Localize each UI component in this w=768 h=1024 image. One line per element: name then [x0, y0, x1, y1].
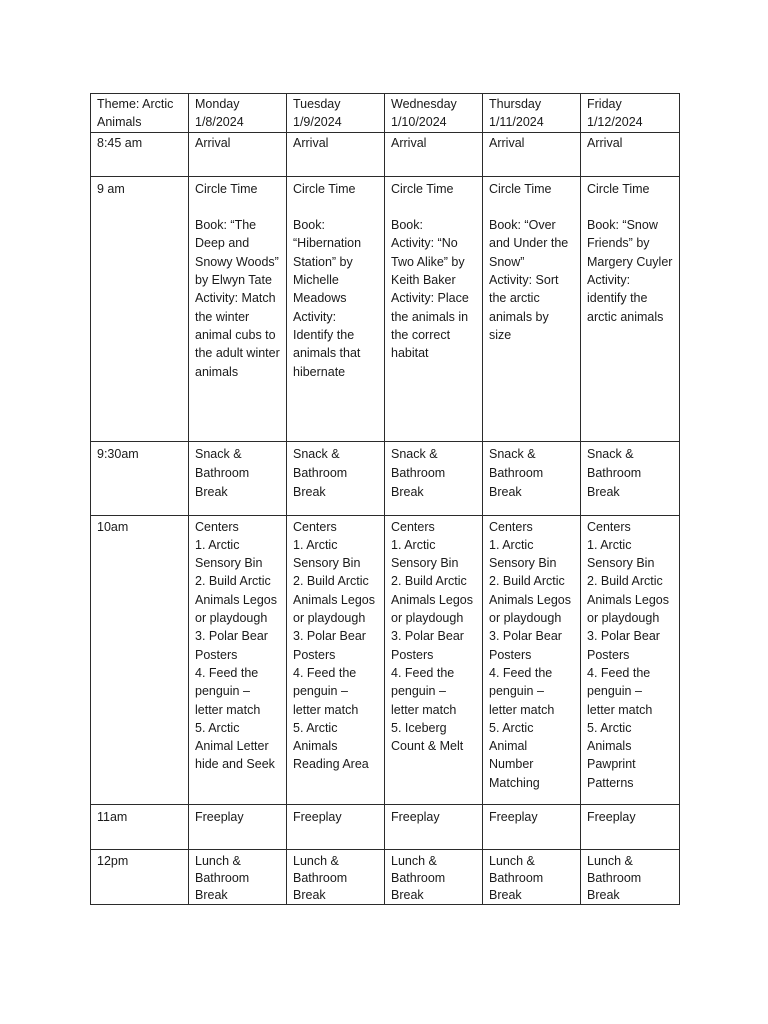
table-row: [91, 176, 680, 441]
activity-cell: Circle Time Book: “The Deep and Snowy Woods” by Elwyn Tate Activity: Match the winter animal cubs to the adult winter animals: [189, 176, 287, 441]
day-name: Tuesday: [293, 97, 341, 111]
activity-cell: Lunch & Bathroom Break: [189, 849, 287, 904]
day-date: 1/8/2024: [195, 115, 244, 130]
activity-cell: Lunch & Bathroom Break: [483, 849, 581, 904]
day-header-tuesday: [287, 94, 385, 133]
activity-cell: Snack & Bathroom Break: [287, 441, 385, 515]
activity-cell: Centers 1. Arctic Sensory Bin 2. Build Arctic Animals Legos or playdough 3. Polar Bear Posters 4. Feed the penguin – letter match 5. Arctic Animals Reading Area: [287, 515, 385, 804]
activity-cell: Snack & Bathroom Break: [483, 441, 581, 515]
activity-cell: Freeplay: [483, 804, 581, 849]
activity-cell: Arrival: [189, 132, 287, 176]
schedule-table: [90, 93, 680, 905]
day-date: 1/11/2024: [489, 115, 544, 130]
time-cell: 10am: [91, 515, 189, 804]
time-cell: 11am: [91, 804, 189, 849]
activity-cell: Lunch & Bathroom Break: [287, 849, 385, 904]
day-header-monday: [189, 94, 287, 133]
day-name: Thursday: [489, 97, 542, 111]
activity-cell: Arrival: [385, 132, 483, 176]
activity-cell: Circle Time Book: “Hibernation Station” by Michelle Meadows Activity: Identify the animals that hibernate: [287, 176, 385, 441]
activity-cell: Freeplay: [581, 804, 680, 849]
activity-cell: Centers 1. Arctic Sensory Bin 2. Build Arctic Animals Legos or playdough 3. Polar Bear Posters 4. Feed the penguin – letter match 5. Arctic Animal Number Matching: [483, 515, 581, 804]
header-row: [91, 94, 680, 133]
table-row: [91, 849, 680, 904]
activity-cell: Arrival: [483, 132, 581, 176]
activity-cell: Circle Time Book: Activity: “No Two Alike” by Keith Baker Activity: Place the animals in the correct habitat: [385, 176, 483, 441]
activity-cell: Freeplay: [189, 804, 287, 849]
table-row: [91, 132, 680, 176]
day-name: Wednesday: [391, 97, 457, 111]
day-date: 1/9/2024: [293, 115, 342, 130]
theme-cell: Theme: Arctic Animals: [91, 94, 189, 133]
activity-cell: Lunch & Bathroom Break: [581, 849, 680, 904]
activity-cell: Lunch & Bathroom Break: [385, 849, 483, 904]
table-row: [91, 804, 680, 849]
time-cell: 8:45 am: [91, 132, 189, 176]
day-name: Friday: [587, 97, 622, 111]
activity-cell: Circle Time Book: “Snow Friends” by Margery Cuyler Activity: identify the arctic animals: [581, 176, 680, 441]
day-header-wednesday: [385, 94, 483, 133]
day-name: Monday: [195, 97, 240, 111]
activity-cell: Arrival: [581, 132, 680, 176]
activity-cell: Freeplay: [385, 804, 483, 849]
time-cell: 12pm: [91, 849, 189, 904]
activity-cell: Snack & Bathroom Break: [581, 441, 680, 515]
table-row: [91, 515, 680, 804]
table-row: [91, 441, 680, 515]
activity-cell: Arrival: [287, 132, 385, 176]
activity-cell: Centers 1. Arctic Sensory Bin 2. Build Arctic Animals Legos or playdough 3. Polar Bear Posters 4. Feed the penguin – letter match 5. Arctic Animal Letter hide and Seek: [189, 515, 287, 804]
day-header-friday: [581, 94, 680, 133]
day-header-thursday: [483, 94, 581, 133]
activity-cell: Freeplay: [287, 804, 385, 849]
activity-cell: Snack & Bathroom Break: [189, 441, 287, 515]
activity-cell: Circle Time Book: “Over and Under the Snow” Activity: Sort the arctic animals by size: [483, 176, 581, 441]
time-cell: 9 am: [91, 176, 189, 441]
activity-cell: Centers 1. Arctic Sensory Bin 2. Build Arctic Animals Legos or playdough 3. Polar Bear Posters 4. Feed the penguin – letter match 5. Arctic Animals Pawprint Patterns: [581, 515, 680, 804]
activity-cell: Centers 1. Arctic Sensory Bin 2. Build Arctic Animals Legos or playdough 3. Polar Bear Posters 4. Feed the penguin – letter match 5. Iceberg Count & Melt: [385, 515, 483, 804]
activity-cell: Snack & Bathroom Break: [385, 441, 483, 515]
time-cell: 9:30am: [91, 441, 189, 515]
day-date: 1/12/2024: [587, 115, 643, 130]
day-date: 1/10/2024: [391, 115, 447, 130]
